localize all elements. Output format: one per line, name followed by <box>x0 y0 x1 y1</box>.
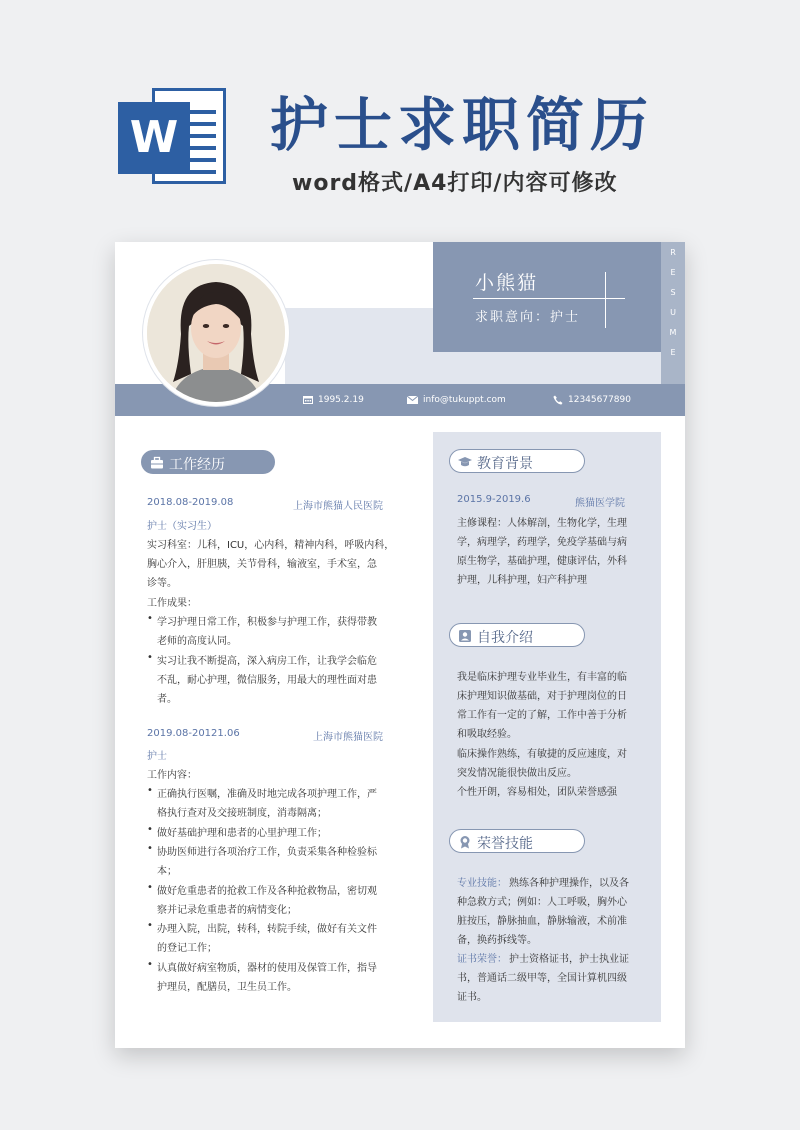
cert-line: 书，普通话二级甲等，全国计算机四级 <box>457 973 627 984</box>
bullet-dot: • <box>147 882 153 893</box>
skill-line: 脏按压，静脉抽血，静脉输液，术前准 <box>457 916 627 927</box>
education-line: 护理，儿科护理，妇产科护理 <box>457 575 587 586</box>
resume-letter: E <box>670 268 676 277</box>
work-bullet-line: 的登记工作； <box>157 943 217 954</box>
cert-line: 证书。 <box>457 992 487 1003</box>
about-line: 床护理知识做基础，对于护理岗位的日 <box>457 691 627 702</box>
divider-horizontal <box>473 298 625 299</box>
education-line: 学，病理学，药理学，免疫学基础与病 <box>457 537 627 548</box>
email-text: info@tukuppt.com <box>423 395 506 405</box>
about-line: 个性开朗，容易相处，团队荣誉感强 <box>457 787 617 798</box>
about-line: 我是临床护理专业毕业生，有丰富的临 <box>457 672 627 683</box>
resume-letter: S <box>670 288 676 297</box>
skill-line: 备，换药拆线等。 <box>457 935 537 946</box>
bullet-dot: • <box>147 613 153 624</box>
banner-title: 护士求职简历 <box>270 91 655 159</box>
portrait-illustration <box>147 264 285 402</box>
work-role: 护士 <box>147 751 167 762</box>
skill-line: 熟练各种护理操作，以及各 <box>509 878 629 889</box>
work-bullet-line: 者。 <box>157 694 177 705</box>
work-line: 胸心介入，肝胆胰，关节骨科，输液室，手术室，急 <box>147 559 377 570</box>
banner-subtitle: word格式/A4打印/内容可修改 <box>292 171 618 196</box>
education-line: 原生物学，基础护理，健康评估，外科 <box>457 556 627 567</box>
work-period: 2019.08-20121.06 <box>147 728 240 739</box>
work-bullet-line: 护理员，配膳员，卫生员工作。 <box>157 982 297 993</box>
work-bullet-line: 正确执行医嘱，准确及时地完成各项护理工作，严 <box>157 789 377 800</box>
bullet-dot: • <box>147 824 153 835</box>
resume-strip <box>661 242 685 384</box>
work-bullet-line: 学习护理日常工作，积极参与护理工作，获得带教 <box>157 617 377 628</box>
name-box <box>433 242 661 352</box>
resume-letter: U <box>670 308 676 317</box>
profile-card-icon <box>458 629 472 643</box>
about-section-header <box>449 623 585 647</box>
work-bullet-line: 协助医师进行各项治疗工作，负责采集各种检验标 <box>157 847 377 858</box>
candidate-name: 小熊猫 <box>475 272 539 294</box>
work-org: 上海市熊猫人民医院 <box>293 501 383 512</box>
job-intent: 求职意向：护士 <box>475 310 581 325</box>
cert-line: 护士资格证书，护士执业证 <box>509 954 629 965</box>
work-bullet-line: 做好危重患者的抢救工作及各种抢救物品，密切观 <box>157 886 377 897</box>
work-bullet-line: 认真做好病室物质，器材的使用及保管工作，指导 <box>157 963 377 974</box>
resume-letter: R <box>670 248 676 257</box>
calendar-icon <box>303 395 313 404</box>
about-line: 突发情况能很快做出反应。 <box>457 768 577 779</box>
work-bullet-line: 办理入院，出院，转科，转院手续，做好有关文件 <box>157 924 377 935</box>
cert-label: 证书荣誉： <box>457 954 507 965</box>
honors-title: 荣誉技能 <box>477 836 533 852</box>
bullet-dot: • <box>147 920 153 931</box>
work-org: 上海市熊猫医院 <box>313 732 383 743</box>
education-school: 熊猫医学院 <box>575 498 625 509</box>
education-section-header <box>449 449 585 473</box>
bullet-dot: • <box>147 959 153 970</box>
mail-icon <box>407 396 418 404</box>
work-period: 2018.08-2019.08 <box>147 497 234 508</box>
birth-date: 1995.2.19 <box>318 395 364 405</box>
work-subtitle: 工作内容： <box>147 770 197 781</box>
bullet-dot: • <box>147 843 153 854</box>
divider-vertical <box>605 272 606 328</box>
work-role: 护士（实习生） <box>147 521 217 532</box>
work-bullet-line: 不乱，耐心护理，微信服务，用最大的理性面对患 <box>157 675 377 686</box>
skill-label: 专业技能： <box>457 878 507 889</box>
right-column <box>433 432 661 1022</box>
work-bullet-line: 格执行查对及交接班制度，消毒隔离； <box>157 808 327 819</box>
honors-section-header <box>449 829 585 853</box>
resume-page <box>115 242 685 1048</box>
work-bullet-line: 实习让我不断提高，深入病房工作，让我学会临危 <box>157 656 377 667</box>
word-letter: W <box>118 102 190 174</box>
contact-email[interactable] <box>407 384 506 416</box>
bullet-dot: • <box>147 652 153 663</box>
work-bullet-line: 老师的高度认同。 <box>157 636 237 647</box>
about-line: 常工作有一定的了解，工作中善于分析 <box>457 710 627 721</box>
bullet-dot: • <box>147 785 153 796</box>
work-bullet-line: 做好基础护理和患者的心里护理工作； <box>157 828 327 839</box>
phone-text: 12345677890 <box>568 395 631 405</box>
profile-photo <box>143 260 289 406</box>
work-title: 工作经历 <box>169 457 225 473</box>
contact-birth <box>303 384 364 416</box>
contact-phone[interactable] <box>553 384 631 416</box>
work-bullet-line: 察并记录危重患者的病情变化； <box>157 905 297 916</box>
medal-icon <box>458 835 472 849</box>
education-line: 主修课程：人体解剖，生物化学，生理 <box>457 518 627 529</box>
briefcase-icon <box>150 456 164 470</box>
work-subtitle: 工作成果： <box>147 598 197 609</box>
education-title: 教育背景 <box>477 456 533 472</box>
word-icon <box>118 88 226 184</box>
resume-letter: E <box>670 348 676 357</box>
about-title: 自我介绍 <box>477 630 533 646</box>
work-line: 实习科室：儿科，ICU，心内科，精神内科，呼吸内科， <box>147 540 395 551</box>
resume-letter: M <box>669 328 677 337</box>
education-period: 2015.9-2019.6 <box>457 494 531 505</box>
phone-icon <box>553 395 563 405</box>
skill-line: 种急救方式；例如：人工呼吸，胸外心 <box>457 897 627 908</box>
about-line: 临床操作熟练，有敏捷的反应速度，对 <box>457 749 627 760</box>
work-line: 诊等。 <box>147 578 177 589</box>
about-line: 和吸取经验。 <box>457 729 517 740</box>
work-section-header <box>141 450 275 474</box>
graduation-cap-icon <box>458 455 472 469</box>
work-bullet-line: 本； <box>157 866 177 877</box>
